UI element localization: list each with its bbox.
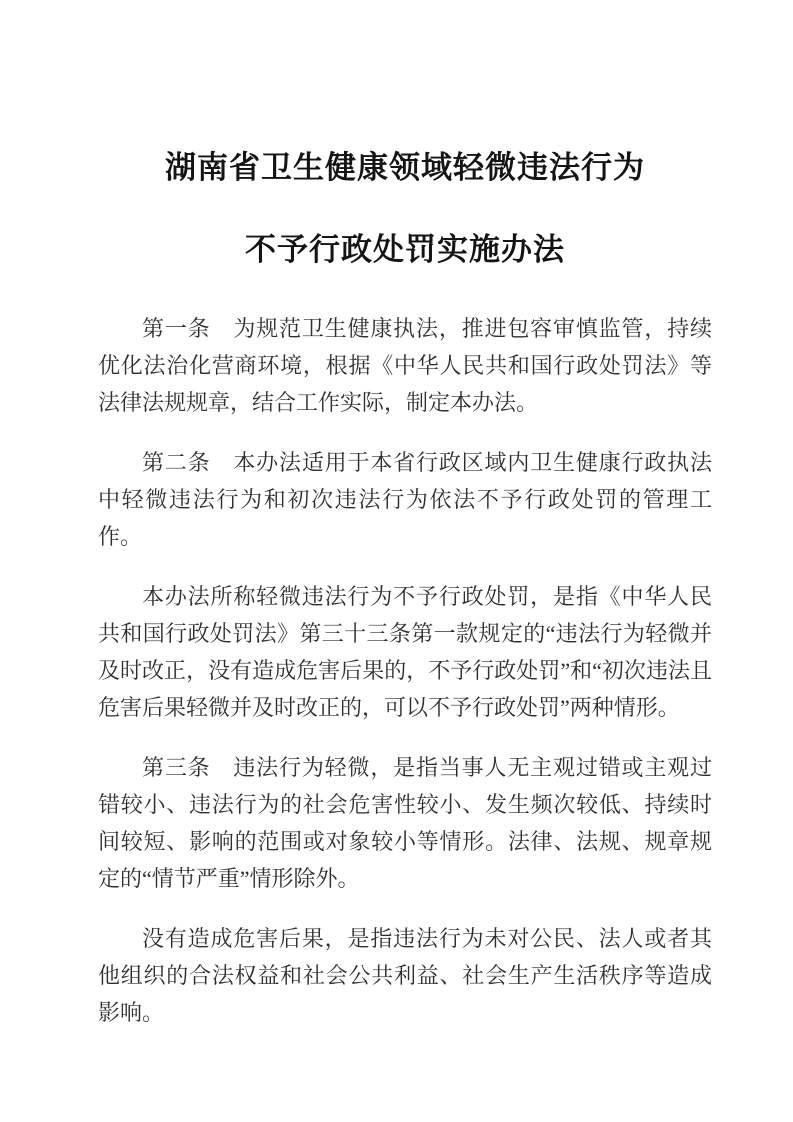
paragraph-article-2-definition: 本办法所称轻微违法行为不予行政处罚，是指《中华人民共和国行政处罚法》第三十三条第一款规定的“违法行为轻微并及时改正，没有造成危害后果的，不予行政处罚”和“初次违法且危害后果轻微并及时改正的，可以不予行政处罚”两种情形。 <box>98 584 712 720</box>
paragraph-article-3: 第三条 违法行为轻微，是指当事人无主观过错或主观过错较小、违法行为的社会危害性较小、发生频次较低、持续时间较短、影响的范围或对象较小等情形。法律、法规、规章规定的“情节严重”情形除外。 <box>98 755 712 891</box>
paragraph-article-1: 第一条 为规范卫生健康执法，推进包容审慎监管，持续优化法治化营商环境，根据《中华人民共和国行政处罚法》等法律法规规章，结合工作实际，制定本办法。 <box>98 316 712 415</box>
paragraph-article-3-no-harm-definition: 没有造成危害后果，是指违法行为未对公民、法人或者其他组织的合法权益和社会公共利益、社会生产生活秩序等造成影响。 <box>98 926 712 1025</box>
document-title-line-2: 不予行政处罚实施办法 <box>245 232 565 267</box>
document-body <box>98 310 712 1031</box>
document-title-line-1: 湖南省卫生健康领域轻微违法行为 <box>165 150 645 185</box>
paragraph-article-2: 第二条 本办法适用于本省行政区域内卫生健康行政执法中轻微违法行为和初次违法行为依法不予行政处罚的管理工作。 <box>98 450 712 549</box>
